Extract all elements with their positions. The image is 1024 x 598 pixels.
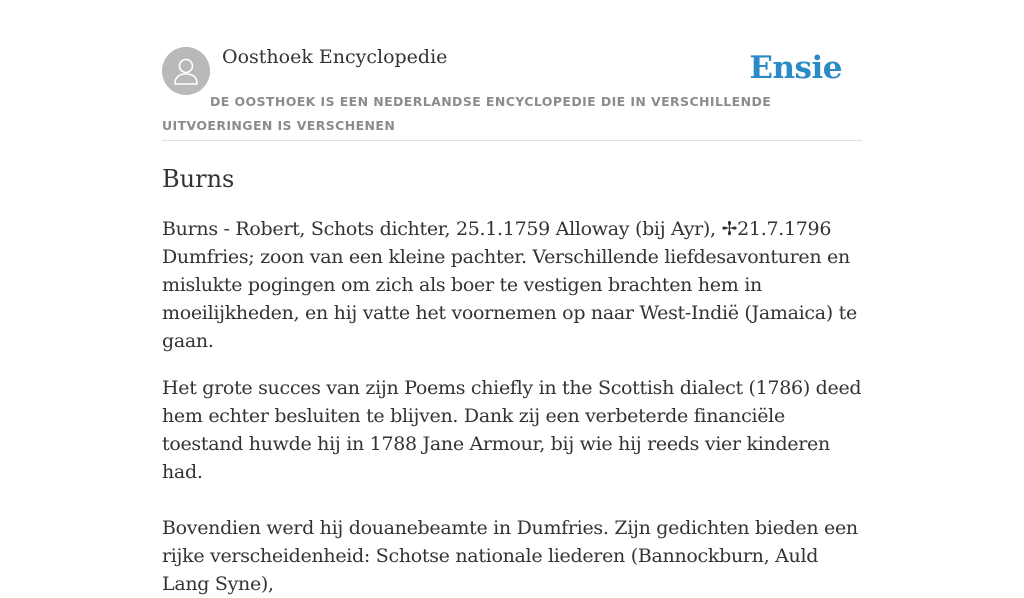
ensie-logo[interactable]: Ensie	[749, 50, 842, 86]
article-paragraph: Het grote succes van zijn Poems chiefly in the Scottish dialect (1786) deed hem echter besluiten te blijven. Dank zij een verbeterde financiële toestand huwde hij in 1788 Jane Armour, bij wie hij reeds vier kinderen had.	[162, 377, 862, 483]
article-title: Burns	[162, 165, 235, 193]
header	[162, 0, 862, 141]
article	[162, 160, 862, 598]
source-name-link[interactable]: Oosthoek Encyclopedie	[222, 46, 448, 68]
user-avatar-icon[interactable]	[162, 47, 210, 95]
article-paragraph: Bovendien werd hij douanebeamte in Dumfries. Zijn gedichten bieden een rijke verscheidenheid: Schotse nationale liederen (Bannockburn, Auld Lang Syne),	[162, 517, 858, 595]
source-tagline: DE OOSTHOEK IS EEN NEDERLANDSE ENCYCLOPEDIE DIE IN VERSCHILLENDE UITVOERINGEN IS VERSCHENEN	[162, 94, 772, 133]
article-paragraph: Burns - Robert, Schots dichter, 25.1.1759 Alloway (bij Ayr), ✢21.7.1796 Dumfries; zoon van een kleine pachter. Verschillende liefdesavonturen en mislukte pogingen om zich als boer te vestigen brachten hem in moeilijkheden, en hij vatte het voornemen op naar West-Indië (Jamaica) te gaan.	[162, 218, 857, 352]
